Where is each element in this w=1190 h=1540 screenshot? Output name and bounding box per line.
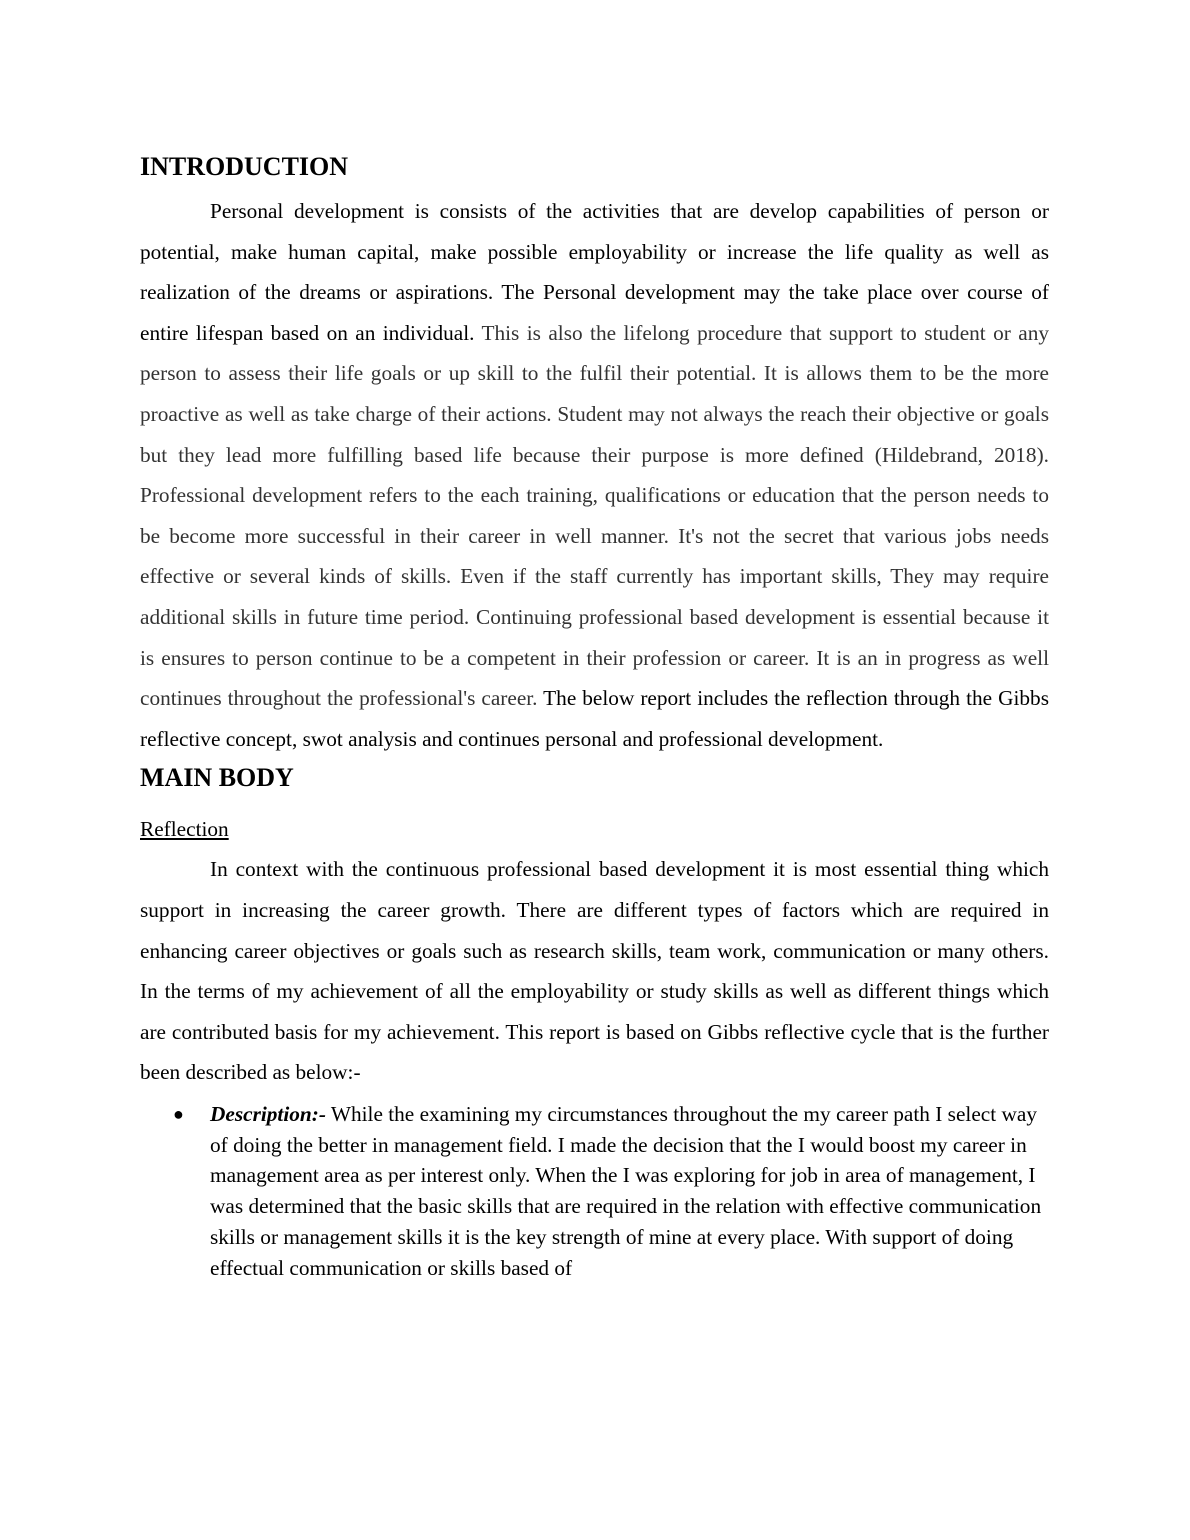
list-item [173,1099,1049,1284]
reflection-subheading: Reflection [140,817,229,842]
intro-text-part-1: Personal development is consists of the activities that are develop capabilities of person or potential, make human capital, make possible employability or increase the life quality as well as realization of the dreams or aspirations. The Personal development may the take place over course of entire lifespan based on an individual. [140,199,1049,345]
introduction-paragraph [140,191,1049,759]
bullet-label: Description:- [210,1101,326,1126]
main-body-heading: MAIN BODY [140,763,294,793]
introduction-heading: INTRODUCTION [140,152,349,181]
intro-text-part-2: This is also the lifelong procedure that support to student or any person to assess their life goals or up skill to the fulfil their potential. It is allows them to be the more proactive as well as take charge of their actions. Student may not always the reach their objective or goals but they lead more fulfilling based life because their purpose is more defined (Hildebrand, 2018). Professional development refers to the each training, qualifications or education that the person needs to be become more successful in their career in well manner. It's not the secret that various jobs needs effective or several kinds of skills. Even if the staff currently has important skills, They may require additional skills in future time period. Continuing professional based development is essential because it is ensures to person continue to be a competent in their profession or career. It is an in progress as well continues throughout the professional's career. [140,320,1049,711]
bullet-text: While the examining my circumstances throughout the my career path I select way of doing the better in management field. I made the decision that the I would boost my career in management area as per interest only. When the I was exploring for job in area of management, I was determined that the basic skills that are required in the relation with effective communication skills or management skills it is the key strength of mine at every place. With support of doing effectual communication or skills based of [210,1101,1042,1280]
reflection-paragraph: In context with the continuous professional based development it is most essential thing which support in increasing the career growth. There are different types of factors which are required in enhancing career objectives or goals such as research skills, team work, communication or many others. In the terms of my achievement of all the employability or study skills as well as different things which are contributed basis for my achievement. This report is based on Gibbs reflective cycle that is the further been described as below:- [140,857,1049,1085]
page-content [140,148,1049,1284]
gibbs-cycle-list [140,1099,1049,1284]
bullet-icon: ● [173,1103,184,1124]
intro-text-part-3: The below report includes the reflection through the Gibbs reflective concept, swot analysis and continues personal and professional development. [140,686,1049,751]
